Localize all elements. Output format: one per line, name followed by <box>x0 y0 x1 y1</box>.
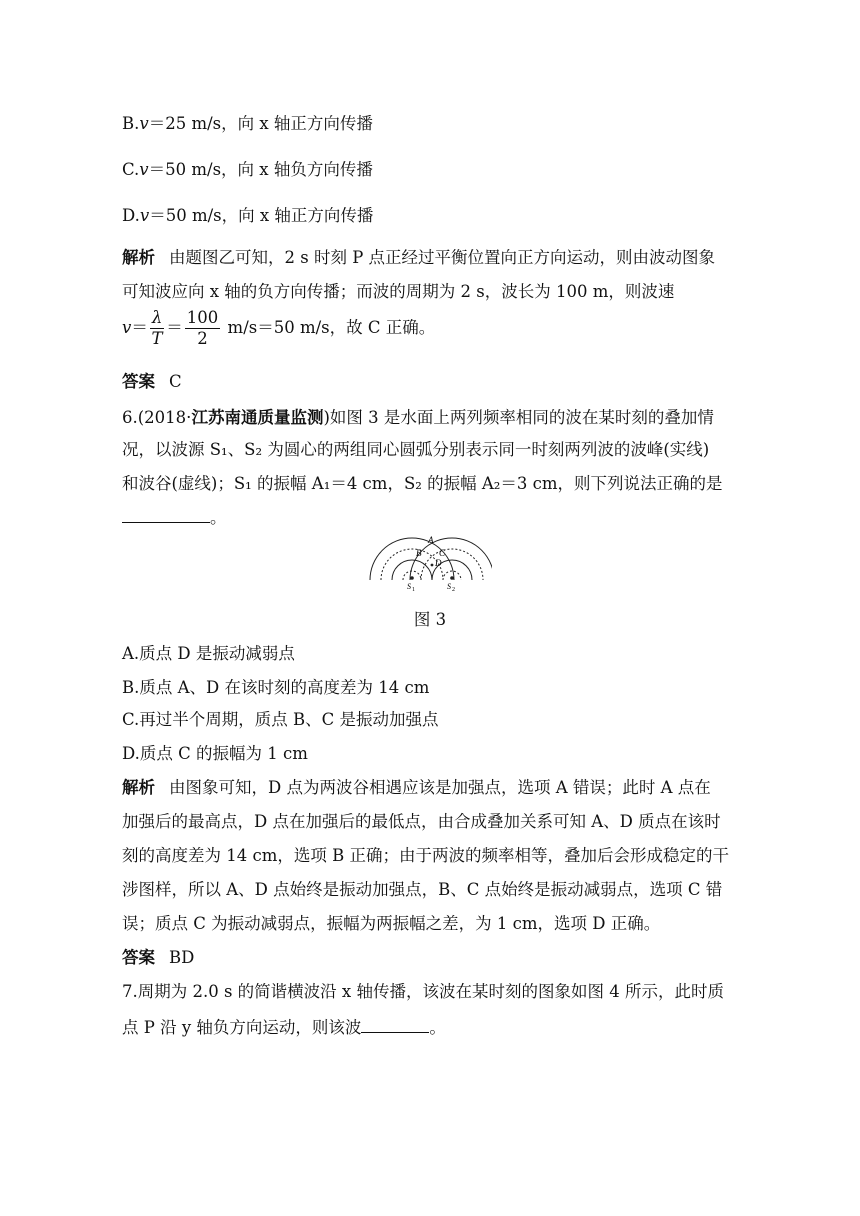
q6-option-d: D.质点 C 的振幅为 1 cm <box>122 744 308 763</box>
label-s2: S <box>447 582 451 591</box>
wave-interference-figure <box>366 536 492 596</box>
velocity-formula: v＝ $\frac{\lambda}{T}$ ＝ $\frac{100}{2}$ m/s＝50 m/s，故 C 正确。 <box>122 308 436 348</box>
label-s1-sub: 1 <box>412 587 415 593</box>
q6-option-a: A.质点 D 是振动减弱点 <box>122 644 295 663</box>
option-b: B.v＝25 m/s，向 x 轴正方向传播 <box>122 114 373 133</box>
analysis-label: 解析 <box>122 248 155 267</box>
question-6-line-2: 况，以波源 S₁、S₂ 为圆心的两组同心圆弧分别表示同一时刻两列波的波峰(实线) <box>122 440 710 459</box>
question-7-line-2: 点 P 沿 y 轴负方向运动，则该波 。 <box>122 1018 446 1037</box>
q6-option-b: B.质点 A、D 在该时刻的高度差为 14 cm <box>122 678 430 697</box>
figure-3-caption: 图 3 <box>413 610 447 629</box>
label-a: A <box>428 536 434 545</box>
question-6-line-3: 和波谷(虚线)；S₁ 的振幅 A₁＝4 cm，S₂ 的振幅 A₂＝3 cm，则下列说法正确的是 <box>122 474 723 493</box>
label-s1: S <box>407 582 411 591</box>
question-6-line-4: 。 <box>122 504 227 528</box>
point-d-dot <box>431 564 434 567</box>
source-s1-dot <box>410 576 414 580</box>
label-b: B <box>416 548 422 558</box>
analysis-6-line-3: 刻的高度差为 14 cm，选项 B 正确；由于两波的频率相等，叠加后会形成稳定的干 <box>122 846 729 865</box>
label-s2-sub: 2 <box>452 587 455 593</box>
option-c: C.v＝50 m/s，向 x 轴负方向传播 <box>122 160 373 179</box>
answer-6: 答案 BD <box>122 948 195 967</box>
answer-blank <box>361 1031 429 1033</box>
label-d: D <box>435 558 442 568</box>
analysis-5-line-2: 可知波应向 x 轴的负方向传播；而波的周期为 2 s，波长为 100 m，则波速 <box>122 282 675 301</box>
label-c: C <box>439 548 446 558</box>
answer-blank <box>122 521 210 523</box>
answer-5: 答案 C <box>122 372 182 391</box>
q6-option-c: C.再过半个周期，质点 B、C 是振动加强点 <box>122 710 439 729</box>
question-7-line-1: 7.周期为 2.0 s 的简谐横波沿 x 轴传播，该波在某时刻的图象如图 4 所示，此时质 <box>122 982 724 1001</box>
analysis-6-line-4: 涉图样，所以 A、D 点始终是振动加强点，B、C 点始终是振动减弱点，选项 C 错 <box>122 880 723 899</box>
analysis-6-line-5: 误；质点 C 为振动减弱点，振幅为两振幅之差，为 1 cm，选项 D 正确。 <box>122 914 661 933</box>
option-d: D.v＝50 m/s，向 x 轴正方向传播 <box>122 206 374 225</box>
analysis-6-line-1: 解析 由图象可知，D 点为两波谷相遇应该是加强点，选项 A 错误；此时 A 点在 <box>122 778 711 797</box>
question-6-line-1: 6.(2018·江苏南通质量监测)如图 3 是水面上两列频率相同的波在某时刻的叠加情 <box>122 408 714 427</box>
analysis-5-line-1: 解析 由题图乙可知，2 s 时刻 P 点正经过平衡位置向正方向运动，则由波动图象 <box>122 248 716 267</box>
source-s2-dot <box>450 576 454 580</box>
analysis-6-line-2: 加强后的最高点，D 点在加强后的最低点，由合成叠加关系可知 A、D 质点在该时 <box>122 812 721 831</box>
